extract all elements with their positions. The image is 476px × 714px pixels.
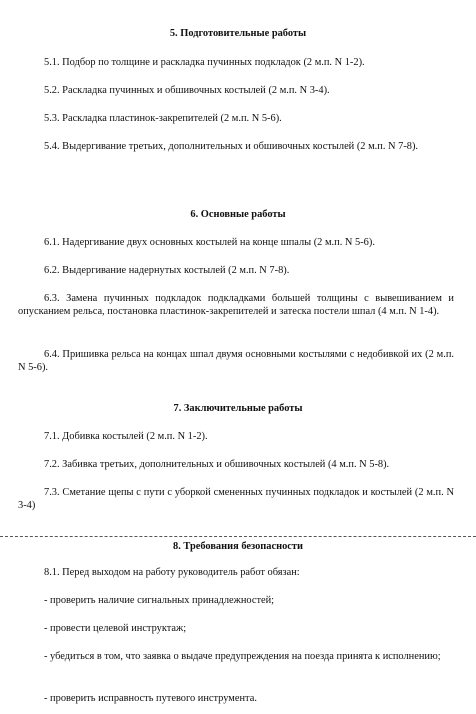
section-title-safety: 8. Требования безопасности [173, 541, 303, 552]
section-divider [0, 536, 476, 537]
paragraph-7-3: 7.3. Сметание щепы с пути с уборкой смененных пучинных подкладок и костылей (2 м.п. N 3-4) [18, 487, 454, 511]
paragraph-5-3: 5.3. Раскладка пластинок-закрепителей (2 м.п. N 5-6). [44, 113, 282, 124]
paragraph-6-1: 6.1. Надергивание двух основных костылей на конце шпалы (2 м.п. N 5-6). [44, 237, 375, 248]
paragraph-5-4: 5.4. Выдергивание третьих, дополнительных и обшивочных костылей (2 м.п. N 7-8). [44, 141, 419, 152]
list-item-tool-check: - проверить исправность путевого инструмента. [44, 693, 257, 704]
paragraph-8-1: 8.1. Перед выходом на работу руководитель работ обязан: [44, 567, 300, 578]
paragraph-5-1: 5.1. Подбор по толщине и раскладка пучинных подкладок (2 м.п. N 1-2). [44, 57, 365, 68]
paragraph-7-2: 7.2. Забивка третьих, дополнительных и обшивочных костылей (4 м.п. N 5-8). [44, 459, 390, 470]
section-title-main-works: 6. Основные работы [190, 209, 286, 220]
paragraph-7-1: 7.1. Добивка костылей (2 м.п. N 1-2). [44, 431, 208, 442]
paragraph-6-2: 6.2. Выдергивание надернутых костылей (2 м.п. N 7-8). [44, 265, 290, 276]
paragraph-6-3: 6.3. Замена пучинных подкладок подкладками большей толщины с вывешиванием и опусканием рельса, постановка пластинок-закрепителей и затеска постели шпал (4 м.п. N 1-4). [18, 293, 454, 317]
list-item-signal-check: - проверить наличие сигнальных принадлежностей; [44, 595, 275, 606]
paragraph-6-4: 6.4. Пришивка рельса на концах шпал двумя основными костылями с недобивкой их (2 м.п. N 5-6). [18, 349, 454, 373]
section-title-preparatory: 5. Подготовительные работы [169, 28, 307, 39]
section-title-final-works: 7. Заключительные работы [173, 403, 303, 414]
list-item-warning-request: - убедиться в том, что заявка о выдаче предупреждения на поезда принята к исполнению; [44, 651, 441, 662]
list-item-briefing: - провести целевой инструктаж; [44, 623, 187, 634]
paragraph-5-2: 5.2. Раскладка пучинных и обшивочных костылей (2 м.п. N 3-4). [44, 85, 330, 96]
